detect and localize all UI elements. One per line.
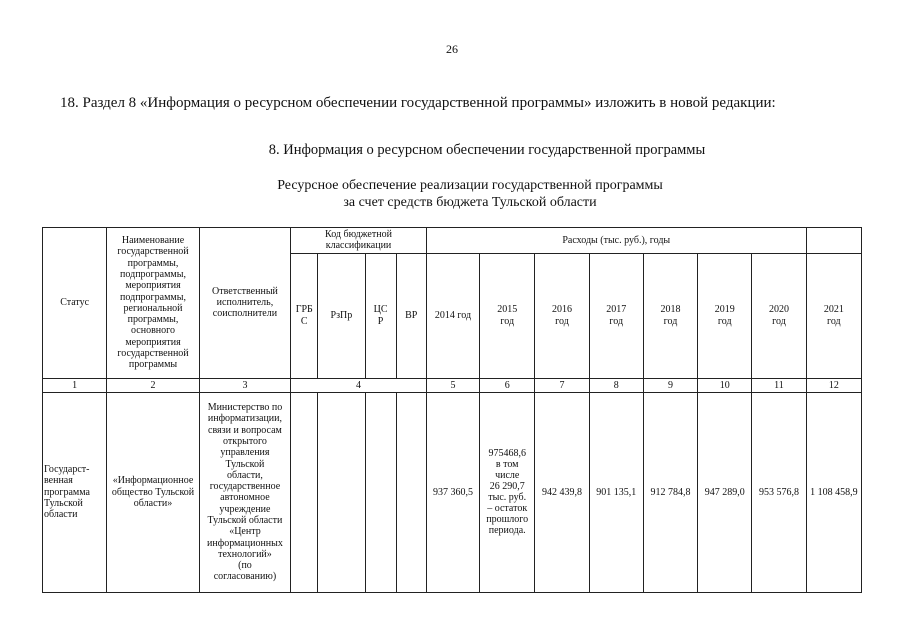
header-status: Статус [43, 228, 107, 379]
column-number-row [43, 378, 862, 392]
row-2014: 937 360,5 [426, 392, 479, 592]
column-number: 5 [426, 378, 479, 392]
section-heading: 8. Информация о ресурсном обеспечении государственной программы [268, 142, 706, 158]
header-2014: 2014 год [426, 253, 479, 378]
row-2019: 947 289,0 [698, 392, 752, 592]
header-grbs: ГРБ С [291, 253, 318, 378]
header-2017: 2017 год [589, 253, 643, 378]
column-number: 4 [291, 378, 427, 392]
row-grbs [291, 392, 318, 592]
header-vr: ВР [396, 253, 426, 378]
column-number: 7 [535, 378, 589, 392]
header-row-1 [43, 228, 862, 254]
amendment-intro: 18. Раздел 8 «Информация о ресурсном обеспечении государственной программы» изложить в новой редакции: [60, 95, 776, 111]
header-name: Наименование государственной программы, подпрограммы, мероприятия подпрограммы, региональной программы, основного мероприятия государственной программы [107, 228, 199, 379]
header-2019: 2019 год [698, 253, 752, 378]
header-2020: 2020 год [752, 253, 806, 378]
header-expenses-tail [806, 228, 861, 254]
header-rzpr: РзПр [318, 253, 365, 378]
table-title-line-1: Ресурсное обеспечение реализации государственной программы [277, 178, 663, 193]
resource-table [42, 227, 862, 593]
row-2018: 912 784,8 [643, 392, 697, 592]
table-title-line-2: за счет средств бюджета Тульской области [343, 195, 597, 210]
header-expenses: Расходы (тыс. руб.), годы [426, 228, 806, 254]
row-2015: 975468,6 в том числе 26 290,7 тыс. руб. – остаток прошлого периода. [480, 392, 535, 592]
row-rzpr [318, 392, 365, 592]
header-budget-code: Код бюджетной классификации [291, 228, 427, 254]
column-number: 11 [752, 378, 806, 392]
row-2020: 953 576,8 [752, 392, 806, 592]
page-number: 26 [446, 42, 458, 56]
column-number: 1 [43, 378, 107, 392]
column-number: 12 [806, 378, 861, 392]
header-2021: 2021 год [806, 253, 861, 378]
row-status: Государст- венная программа Тульской области [43, 392, 107, 592]
header-2015: 2015 год [480, 253, 535, 378]
table-title [0, 177, 904, 211]
column-number: 2 [107, 378, 199, 392]
header-csr: ЦС Р [365, 253, 396, 378]
row-2016: 942 439,8 [535, 392, 589, 592]
table-row [43, 392, 862, 592]
column-number: 9 [643, 378, 697, 392]
header-2016: 2016 год [535, 253, 589, 378]
row-csr [365, 392, 396, 592]
header-2018: 2018 год [643, 253, 697, 378]
row-program-name: «Информационное общество Тульской области» [107, 392, 199, 592]
row-2021: 1 108 458,9 [806, 392, 861, 592]
column-number: 10 [698, 378, 752, 392]
row-2017: 901 135,1 [589, 392, 643, 592]
header-executor: Ответственный исполнитель, соисполнители [199, 228, 290, 379]
column-number: 3 [199, 378, 290, 392]
row-vr [396, 392, 426, 592]
column-number: 6 [480, 378, 535, 392]
row-executor: Министерство по информатизации, связи и вопросам открытого управления Тульской области, государственное автономное учреждение Тульской области «Центр информационных технологий» (по согласованию) [199, 392, 290, 592]
column-number: 8 [589, 378, 643, 392]
